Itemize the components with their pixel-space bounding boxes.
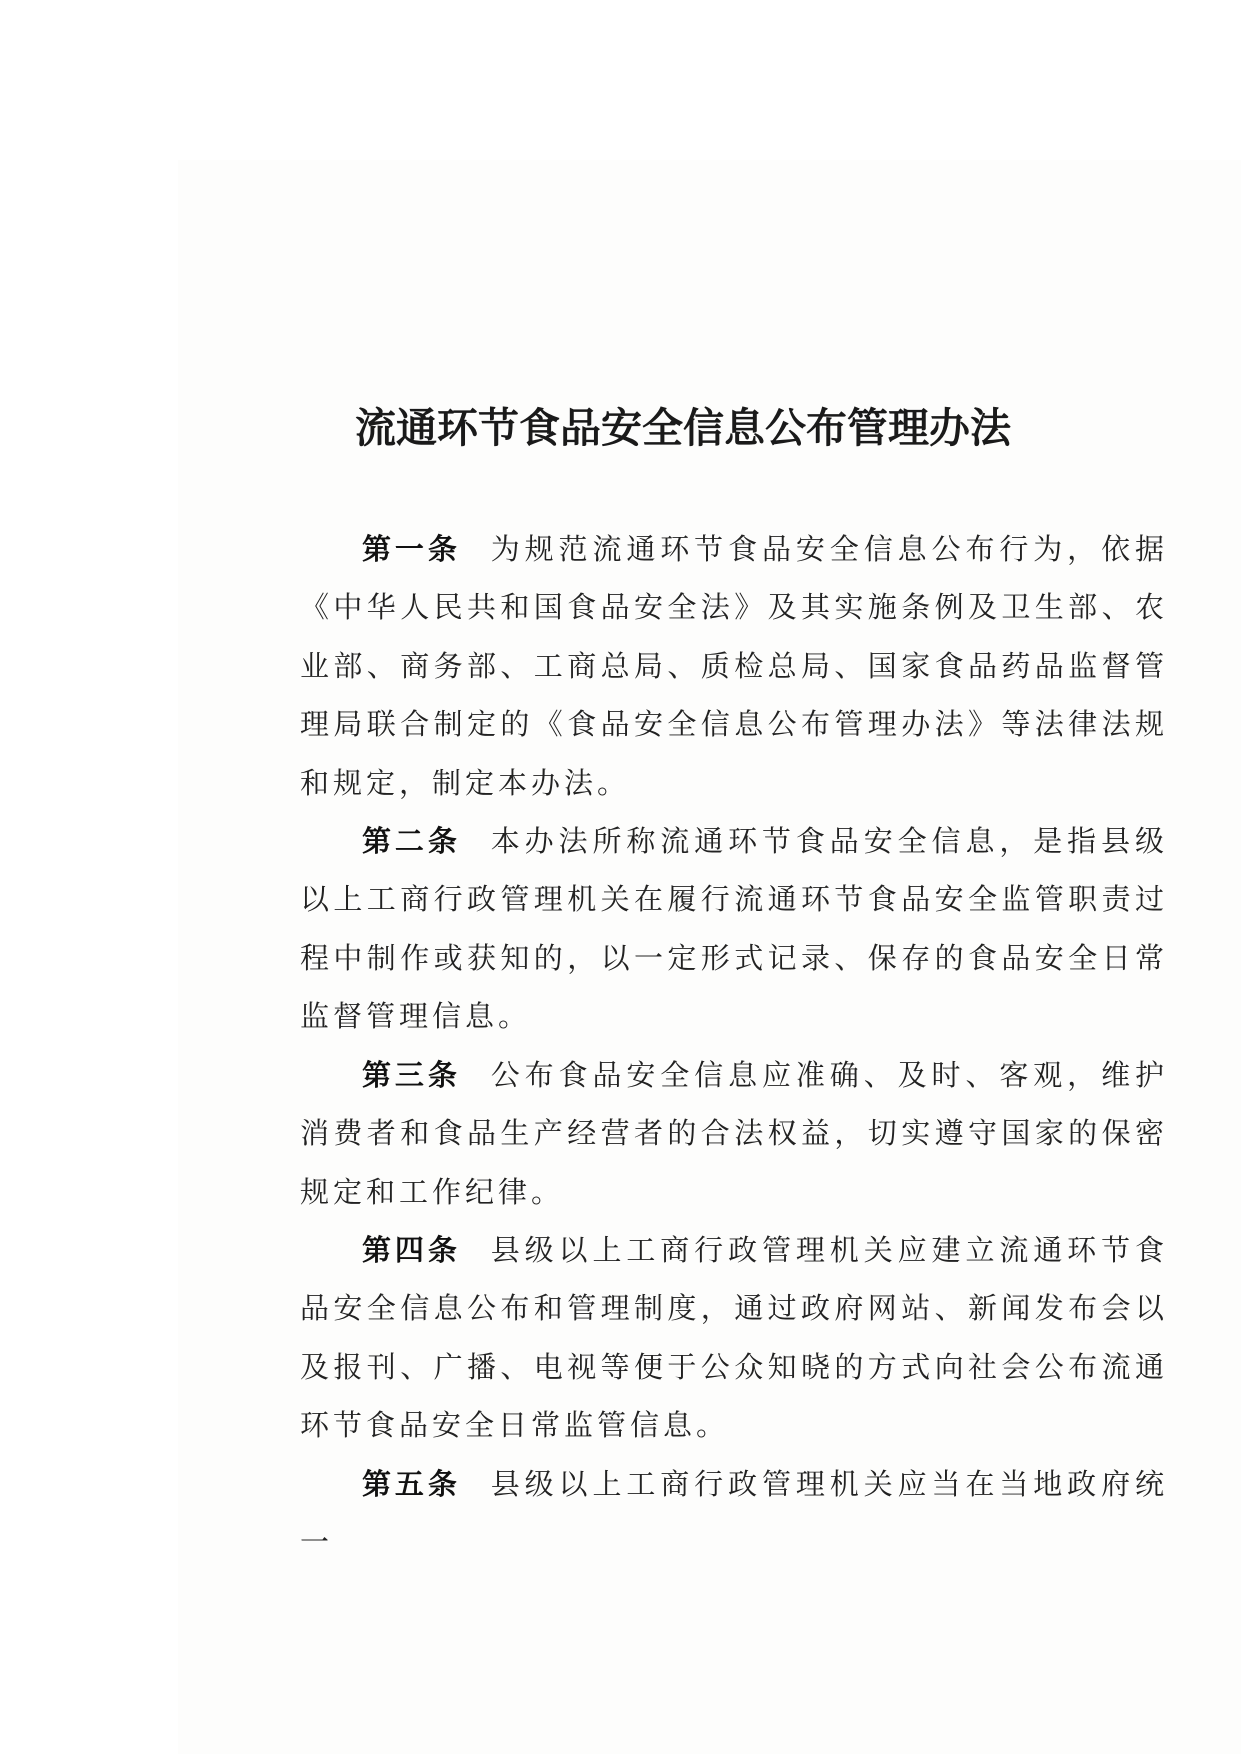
article-5 xyxy=(300,1455,1168,1572)
article-5-text: 县级以上工商行政管理机关应当在当地政府统一 xyxy=(300,1467,1168,1560)
article-5-label: 第五条 xyxy=(362,1467,461,1501)
article-1 xyxy=(300,520,1168,812)
article-1-text: 为规范流通环节食品安全信息公布行为，依据《中华人民共和国食品安全法》及其实施条例及卫生部、农业部、商务部、工商总局、质检总局、国家食品药品监督管理局联合制定的《食品安全信息公布管理办法》等法律法规和规定，制定本办法。 xyxy=(300,532,1168,800)
article-4-label: 第四条 xyxy=(362,1233,461,1267)
article-3 xyxy=(300,1046,1168,1221)
document-title: 流通环节食品安全信息公布管理办法 xyxy=(355,404,1011,452)
article-4-text: 县级以上工商行政管理机关应建立流通环节食品安全信息公布和管理制度，通过政府网站、新闻发布会以及报刊、广播、电视等便于公众知晓的方式向社会公布流通环节食品安全日常监管信息。 xyxy=(300,1233,1168,1443)
article-4 xyxy=(300,1221,1168,1455)
article-3-text: 公布食品安全信息应准确、及时、客观，维护消费者和食品生产经营者的合法权益，切实遵守国家的保密规定和工作纪律。 xyxy=(300,1058,1168,1209)
article-2-label: 第二条 xyxy=(362,824,461,858)
article-2 xyxy=(300,812,1168,1046)
article-2-text: 本办法所称流通环节食品安全信息，是指县级以上工商行政管理机关在履行流通环节食品安全监管职责过程中制作或获知的，以一定形式记录、保存的食品安全日常监督管理信息。 xyxy=(300,824,1168,1034)
article-3-label: 第三条 xyxy=(362,1058,461,1092)
article-1-label: 第一条 xyxy=(362,532,461,566)
